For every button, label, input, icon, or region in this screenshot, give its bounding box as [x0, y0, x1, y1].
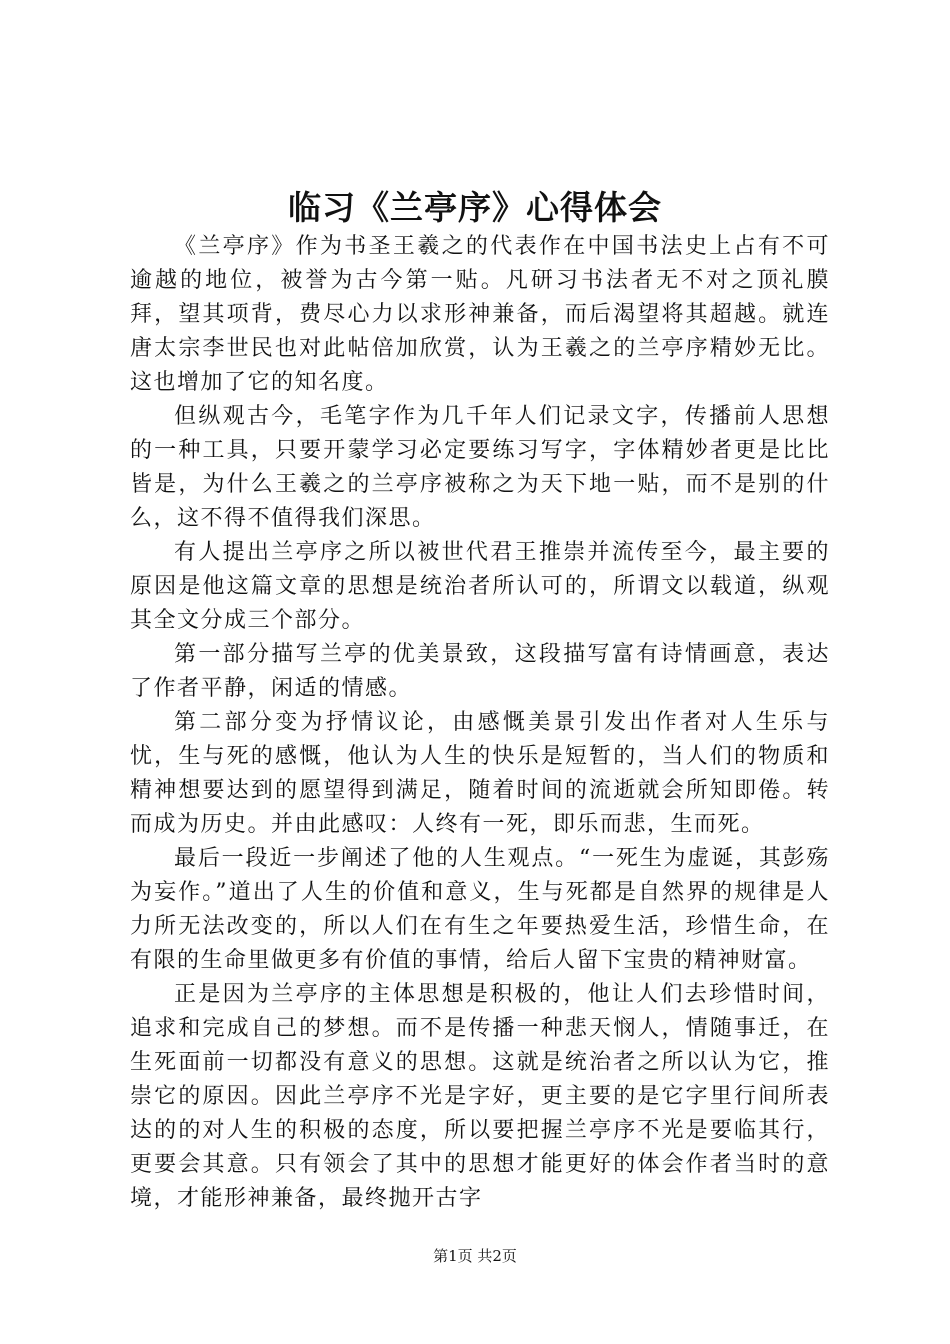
- paragraph: 正是因为兰亭序的主体思想是积极的，他让人们去珍惜时间，追求和完成自己的梦想。而不是传播一种悲天悯人，情随事迁，在生死面前一切都没有意义的思想。这就是统治者之所以认为它，推崇它的原因。因此兰亭序不光是字好，更主要的是它字里行间所表达的的对人生的积极的态度，所以要把握兰亭序不光是要临其行，更要会其意。只有领会了其中的思想才能更好的体会作者当时的意境，才能形神兼备，最终抛开古字: [130, 982, 830, 1211]
- paragraph: 最后一段近一步阐述了他的人生观点。“一死生为虚诞，其彭殇为妄作。”道出了人生的价值和意义，生与死都是自然界的规律是人力所无法改变的，所以人们在有生之年要热爱生活，珍惜生命，在有限的生命里做更多有价值的事情，给后人留下宝贵的精神财富。: [130, 846, 830, 973]
- paragraph: 有人提出兰亭序之所以被世代君王推崇并流传至今，最主要的原因是他这篇文章的思想是统治者所认可的，所谓文以载道，纵观其全文分成三个部分。: [130, 540, 830, 633]
- document-body: [130, 230, 830, 1216]
- paragraph: 第二部分变为抒情议论，由感慨美景引发出作者对人生乐与忧，生与死的感慨，他认为人生的快乐是短暂的，当人们的物质和精神想要达到的愿望得到满足，随着时间的流逝就会所知即倦。转而成为历史。并由此感叹：人终有一死，即乐而悲，生而死。: [130, 710, 830, 837]
- paragraph: 《兰亭序》作为书圣王羲之的代表作在中国书法史上占有不可逾越的地位，被誉为古今第一贴。凡研习书法者无不对之顶礼膜拜，望其项背，费尽心力以求形神兼备，而后渴望将其超越。就连唐太宗李世民也对此帖倍加欣赏，认为王羲之的兰亭序精妙无比。这也增加了它的知名度。: [130, 234, 830, 395]
- paragraph: 但纵观古今，毛笔字作为几千年人们记录文字，传播前人思想的一种工具，只要开蒙学习必定要练习写字，字体精妙者更是比比皆是，为什么王羲之的兰亭序被称之为天下地一贴，而不是别的什么，这不得不值得我们深思。: [130, 404, 830, 531]
- document-title: 临习《兰亭序》心得体会: [288, 188, 662, 227]
- page-footer: 第1页 共2页: [433, 1247, 517, 1265]
- paragraph: 第一部分描写兰亭的优美景致，这段描写富有诗情画意，表达了作者平静，闲适的情感。: [130, 642, 830, 701]
